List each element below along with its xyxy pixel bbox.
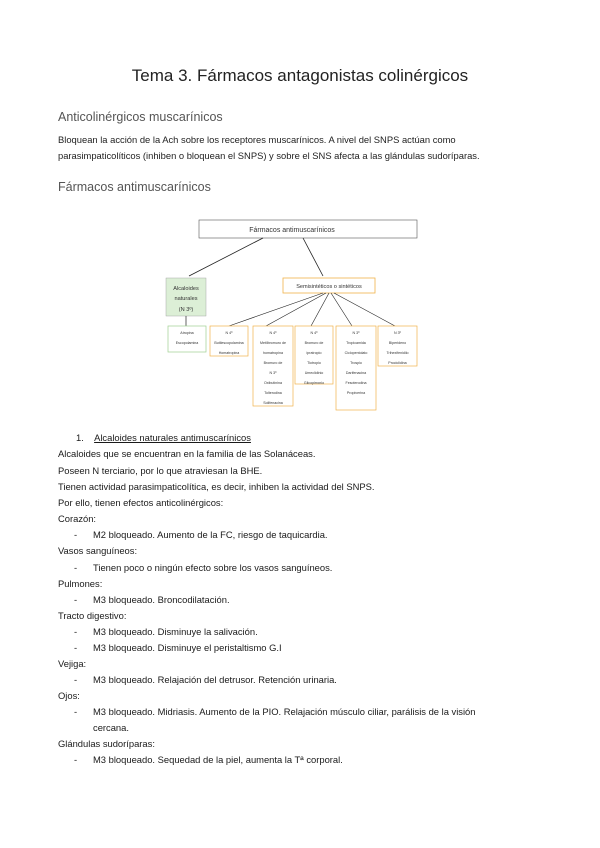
- bullet-text: M3 bloqueado. Broncodilatación.: [93, 594, 230, 605]
- leaf6-text-3: Prociclidina: [388, 361, 407, 365]
- leaf6-text-0: N 3º: [394, 331, 401, 335]
- leaf2-text-1: Butilescopolamina: [214, 341, 244, 345]
- organ-digestive: Tracto digestivo:: [58, 610, 127, 621]
- leaf5-text-0: N 3º: [352, 331, 360, 335]
- bullet-dash: -: [74, 594, 78, 605]
- leaf5-text-6: Propiverina: [346, 391, 366, 395]
- leaf5-text-3: Trospio: [350, 361, 362, 365]
- organ-vessels: Vasos sanguíneos:: [58, 545, 138, 556]
- body-line-4: Por ello, tienen efectos anticolinérgicos:: [58, 497, 224, 508]
- leaf5-text-2: Ciclopentolato: [344, 351, 368, 355]
- section-heading-farmacos: Fármacos antimuscarínicos: [58, 180, 211, 194]
- organ-eyes: Ojos:: [58, 690, 80, 701]
- bullet-dash: -: [74, 642, 78, 653]
- body-line-2: Poseen N terciario, por lo que atraviesan la BHE.: [58, 465, 263, 476]
- leaf1-text-1: Escopolamina: [175, 341, 199, 345]
- bullet-text: M3 bloqueado. Disminuye el peristaltismo G.I: [93, 642, 282, 653]
- intro-line-1: Bloquean la acción de la Ach sobre los receptores muscarínicos. A nivel del SNPS actúan como: [58, 134, 456, 145]
- leaf4-text-0: N 4º: [310, 331, 318, 335]
- leaf3-text-3: Bromuro de: [263, 361, 283, 365]
- leaf-box-1: [168, 326, 206, 352]
- bullet-text: M3 bloqueado. Relajación del detrusor. Retención urinaria.: [93, 674, 337, 685]
- leaf-box-5: [336, 326, 376, 410]
- leaf4-text-3: Tiotropio: [307, 361, 321, 365]
- bullet-dash: -: [74, 674, 78, 685]
- leaf4-text-2: ipratropio: [306, 351, 322, 355]
- leaf5-text-5: Fesoterodina: [345, 381, 367, 385]
- classification-diagram: [163, 216, 418, 412]
- bullet-dash: -: [74, 562, 78, 573]
- body-line-3: Tienen actividad parasimpaticolítica, es decir, inhiben la actividad del SNPS.: [58, 481, 375, 492]
- root-label: Fármacos antimuscarínicos: [249, 227, 335, 234]
- bullet-dash: -: [74, 754, 78, 765]
- left-label-3: (N 3º): [178, 307, 194, 313]
- bullet-dash: -: [74, 706, 78, 717]
- bullet-dash: -: [74, 626, 78, 637]
- page-title: Tema 3. Fármacos antagonistas colinérgicos: [131, 66, 469, 85]
- leaf3-text-5: Oxibutinina: [264, 381, 282, 385]
- leaf3-text-1: Metilbromuro de: [260, 341, 286, 345]
- right-label: Semisintéticos o sintéticos: [296, 284, 362, 290]
- organ-heart: Corazón:: [58, 513, 97, 524]
- bullet-text: Tienen poco o ningún efecto sobre los vasos sanguíneos.: [93, 562, 333, 573]
- bullet-text: M3 bloqueado. Sequedad de la piel, aumenta la Tª corporal.: [93, 754, 343, 765]
- leaf5-text-1: Tropicamida: [346, 341, 366, 345]
- list-heading: Alcaloides naturales antimuscarínicos: [94, 432, 251, 443]
- leaf4-text-5: Glicopirronio: [303, 381, 325, 385]
- leaf1-text-0: Atropina: [180, 331, 194, 335]
- leaf3-text-0: N 4º: [269, 331, 277, 335]
- bullet-eyes-cont: cercana.: [93, 722, 129, 733]
- leaf4-text-1: Bromuro de: [304, 341, 324, 345]
- left-label-1: Alcaloides: [173, 286, 199, 292]
- leaf6-text-2: Trihexifenidilo: [386, 351, 409, 355]
- bullet-text: M2 bloqueado. Aumento de la FC, riesgo de taquicardia.: [93, 529, 328, 540]
- leaf2-text-2: Homatropina: [218, 351, 240, 355]
- intro-paragraph: [58, 132, 548, 164]
- bullet-dash: -: [74, 529, 78, 540]
- list-item-1: [76, 432, 251, 443]
- leaf3-text-6: Tolterodina: [264, 391, 282, 395]
- leaf6-text-1: Biperideno: [388, 341, 407, 345]
- body-line-1: Alcaloides que se encuentran en la familia de las Solanáceas.: [58, 448, 316, 459]
- list-number: 1.: [76, 432, 84, 443]
- intro-line-2: parasimpaticolíticos (inhiben o bloquean el SNPS) y sobre el SNS afecta a las glándulas sudoríparas.: [58, 150, 480, 161]
- leaf3-text-2: homatropina: [263, 351, 283, 355]
- bullet-text: M3 bloqueado. Disminuye la salivación.: [93, 626, 258, 637]
- leaf4-text-4: Umeclidinio: [304, 371, 324, 375]
- organ-bladder: Vejiga:: [58, 658, 87, 669]
- leaf3-text-4: N 3º: [269, 371, 277, 375]
- section-heading-anticolinergicos: Anticolinérgicos muscarínicos: [58, 110, 223, 124]
- leaf3-text-7: Solifenacina: [263, 401, 283, 405]
- organ-lungs: Pulmones:: [58, 578, 103, 589]
- leaf2-text-0: N 4º: [225, 331, 233, 335]
- leaf5-text-4: Darifenacina: [345, 371, 367, 375]
- left-label-2: naturales: [174, 296, 198, 302]
- bullet-text: M3 bloqueado. Midriasis. Aumento de la PIO. Relajación músculo ciliar, parálisis de la visión: [93, 706, 476, 717]
- organ-sweat-glands: Glándulas sudoríparas:: [58, 738, 155, 749]
